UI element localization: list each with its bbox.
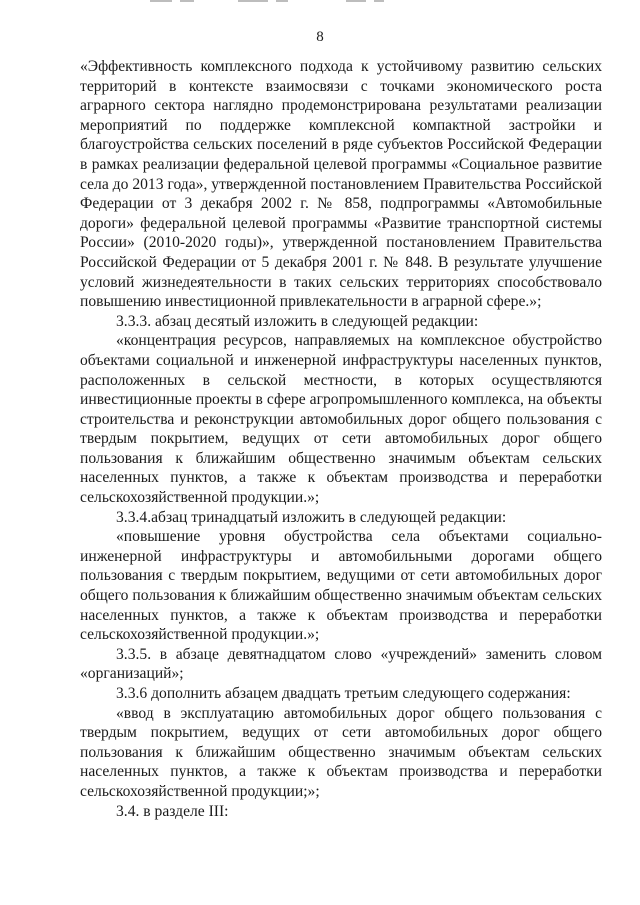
paragraph-item-3-3-3: 3.3.3. абзац десятый изложить в следующей редакции: (116, 312, 479, 330)
paragraph-item-3-3-6: 3.3.6 дополнить абзацем двадцать третьим следующего содержания: (116, 685, 571, 702)
paragraph-item-3-3-5: 3.3.5. в абзаце девятнадцатом слово «учреждений» заменить словом «организаций»; (80, 645, 602, 683)
paragraph-quote-effectiveness: «Эффективность комплексного подхода к устойчивому развитию сельских территорий в контексте взаимосвязи с точками экономического роста аграрного сектора наглядно продемонстрирована результатами реализации мероприятий по поддержке комплексной компактной застройки и благоустройства сельских поселений в ряде субъектов Российской Федерации в рамках реализации федеральной целевой программы «Социальное развитие села до 2013 года», утвержденной постановлением Правительства Российской Федерации от 3 декабря 2002 г. № 858, подпрограммы «Автомобильные дороги» федеральной целевой программы «Развитие транспортной системы России» (2010-2020 годы)», утвержденной постановлением Правительства Российской Федерации от 5 декабря 2001 г. № 848. В результате улучшение условий жизнедеятельности в таких сельских территориях способствовало повышению инвестиционной привлекательности в аграрной сфере.»; (80, 58, 602, 311)
document-body (80, 57, 602, 821)
paragraph-quote-commissioning: «ввод в эксплуатацию автомобильных дорог общего пользования с твердым покрытием, ведущих от сети автомобильных дорог общего пользования к ближайшим общественно значимым объектам сельских населенных пунктов, а также к объектам производства и переработки сельскохозяйственной продукции;»; (80, 704, 602, 800)
paragraph-quote-improvement-level: «повышение уровня обустройства села объектами социально-инженерной инфраструктуры и автомобильными дорогами общего пользования с твердым покрытием, ведущими от сети автомобильных дорог общего пользования к ближайшим общественно значимым объектам сельских населенных пунктов, а также к объектам производства и переработки сельскохозяйственной продукции.»; (80, 528, 602, 644)
paragraph-quote-resources: «концентрация ресурсов, направляемых на комплексное обустройство объектами социальной и инженерной инфраструктуры населенных пунктов, расположенных в сельской местности, в которых осуществляются инвестиционные проекты в сфере агропромышленного комплекса, на объекты строительства и реконструкции автомобильных дорог общего пользования с твердым покрытием, ведущих от сети автомобильных дорог общего пользования к ближайшим общественно значимым объектам сельских населенных пунктов, а также к объектам производства и переработки сельскохозяйственной продукции.»; (80, 332, 602, 507)
paragraph-item-3-3-4: 3.3.4.абзац тринадцатый изложить в следующей редакции: (116, 508, 507, 526)
paragraph-item-3-4: 3.4. в разделе III: (116, 802, 229, 820)
page-number: 8 (316, 29, 324, 45)
scan-artifact-marks (150, 0, 410, 3)
